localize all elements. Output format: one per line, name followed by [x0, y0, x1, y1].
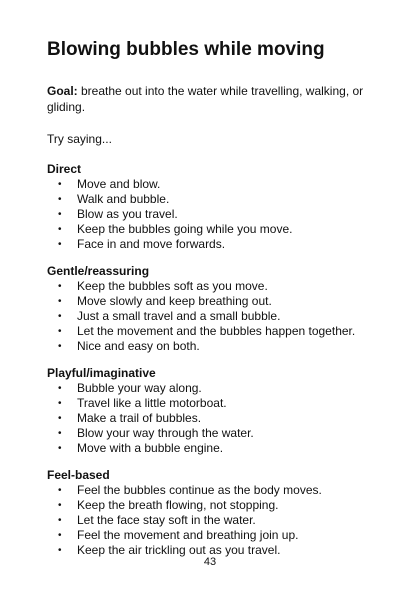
bullet-icon: • [58, 443, 62, 454]
bullet-icon: • [58, 545, 62, 556]
list-item-text: Keep the bubbles going while you move. [77, 222, 293, 236]
list-item-text: Walk and bubble. [77, 192, 170, 206]
list-item [47, 237, 380, 252]
list-item-text: Blow as you travel. [77, 207, 178, 221]
bullet-icon: • [58, 413, 62, 424]
list-item [47, 192, 380, 207]
bullet-list [47, 279, 380, 354]
list-item [47, 177, 380, 192]
bullet-icon: • [58, 485, 62, 496]
list-item [47, 483, 380, 498]
section-heading: Gentle/reassuring [47, 264, 150, 278]
bullet-icon: • [58, 515, 62, 526]
section-gentle-reassuring [47, 264, 380, 354]
list-item [47, 324, 380, 339]
list-item [47, 396, 380, 411]
bullet-icon: • [58, 383, 62, 394]
section-heading: Playful/imaginative [47, 366, 156, 380]
list-item [47, 294, 380, 309]
list-item [47, 528, 380, 543]
list-item-text: Just a small travel and a small bubble. [77, 309, 281, 323]
bullet-icon: • [58, 239, 62, 250]
list-item [47, 513, 380, 528]
bullet-icon: • [58, 428, 62, 439]
bullet-list [47, 381, 380, 456]
list-item-text: Keep the breath flowing, not stopping. [77, 498, 279, 512]
bullet-list [47, 177, 380, 252]
list-item-text: Move slowly and keep breathing out. [77, 294, 272, 308]
page-number: 43 [203, 556, 217, 568]
bullet-icon: • [58, 296, 62, 307]
list-item-text: Make a trail of bubbles. [77, 411, 202, 425]
list-item [47, 498, 380, 513]
list-item-text: Feel the movement and breathing join up. [77, 528, 299, 542]
bullet-icon: • [58, 500, 62, 511]
list-item [47, 207, 380, 222]
list-item [47, 279, 380, 294]
bullet-icon: • [58, 179, 62, 190]
list-item-text: Keep the bubbles soft as you move. [77, 279, 268, 293]
goal-statement [47, 83, 380, 115]
list-item-text: Keep the air trickling out as you travel. [77, 543, 281, 557]
list-item [47, 339, 380, 354]
bullet-icon: • [58, 194, 62, 205]
list-item-text: Bubble your way along. [77, 381, 202, 395]
list-item [47, 441, 380, 456]
list-item [47, 381, 380, 396]
list-item-text: Let the movement and the bubbles happen together. [77, 324, 356, 338]
page-title: Blowing bubbles while moving [47, 39, 325, 60]
list-item-text: Blow your way through the water. [77, 426, 254, 440]
section-playful-imaginative [47, 366, 380, 456]
bullet-icon: • [58, 209, 62, 220]
bullet-icon: • [58, 224, 62, 235]
section-direct [47, 162, 380, 252]
bullet-list [47, 483, 380, 558]
bullet-icon: • [58, 341, 62, 352]
list-item-text: Nice and easy on both. [77, 339, 200, 353]
list-item [47, 426, 380, 441]
bullet-icon: • [58, 311, 62, 322]
goal-text: breathe out into the water while travelling, walking, or gliding. [47, 84, 364, 114]
list-item-text: Face in and move forwards. [77, 237, 226, 251]
list-item [47, 222, 380, 237]
list-item-text: Travel like a little motorboat. [77, 396, 227, 410]
section-feel-based [47, 468, 380, 558]
section-heading: Feel-based [47, 468, 110, 482]
bullet-icon: • [58, 281, 62, 292]
bullet-icon: • [58, 326, 62, 337]
bullet-icon: • [58, 530, 62, 541]
list-item-text: Move and blow. [77, 177, 161, 191]
intro-text: Try saying... [47, 132, 112, 146]
list-item [47, 309, 380, 324]
goal-label: Goal: [47, 84, 78, 98]
list-item-text: Feel the bubbles continue as the body moves. [77, 483, 322, 497]
section-heading: Direct [47, 162, 82, 176]
list-item [47, 411, 380, 426]
list-item-text: Let the face stay soft in the water. [77, 513, 256, 527]
list-item-text: Move with a bubble engine. [77, 441, 224, 455]
bullet-icon: • [58, 398, 62, 409]
